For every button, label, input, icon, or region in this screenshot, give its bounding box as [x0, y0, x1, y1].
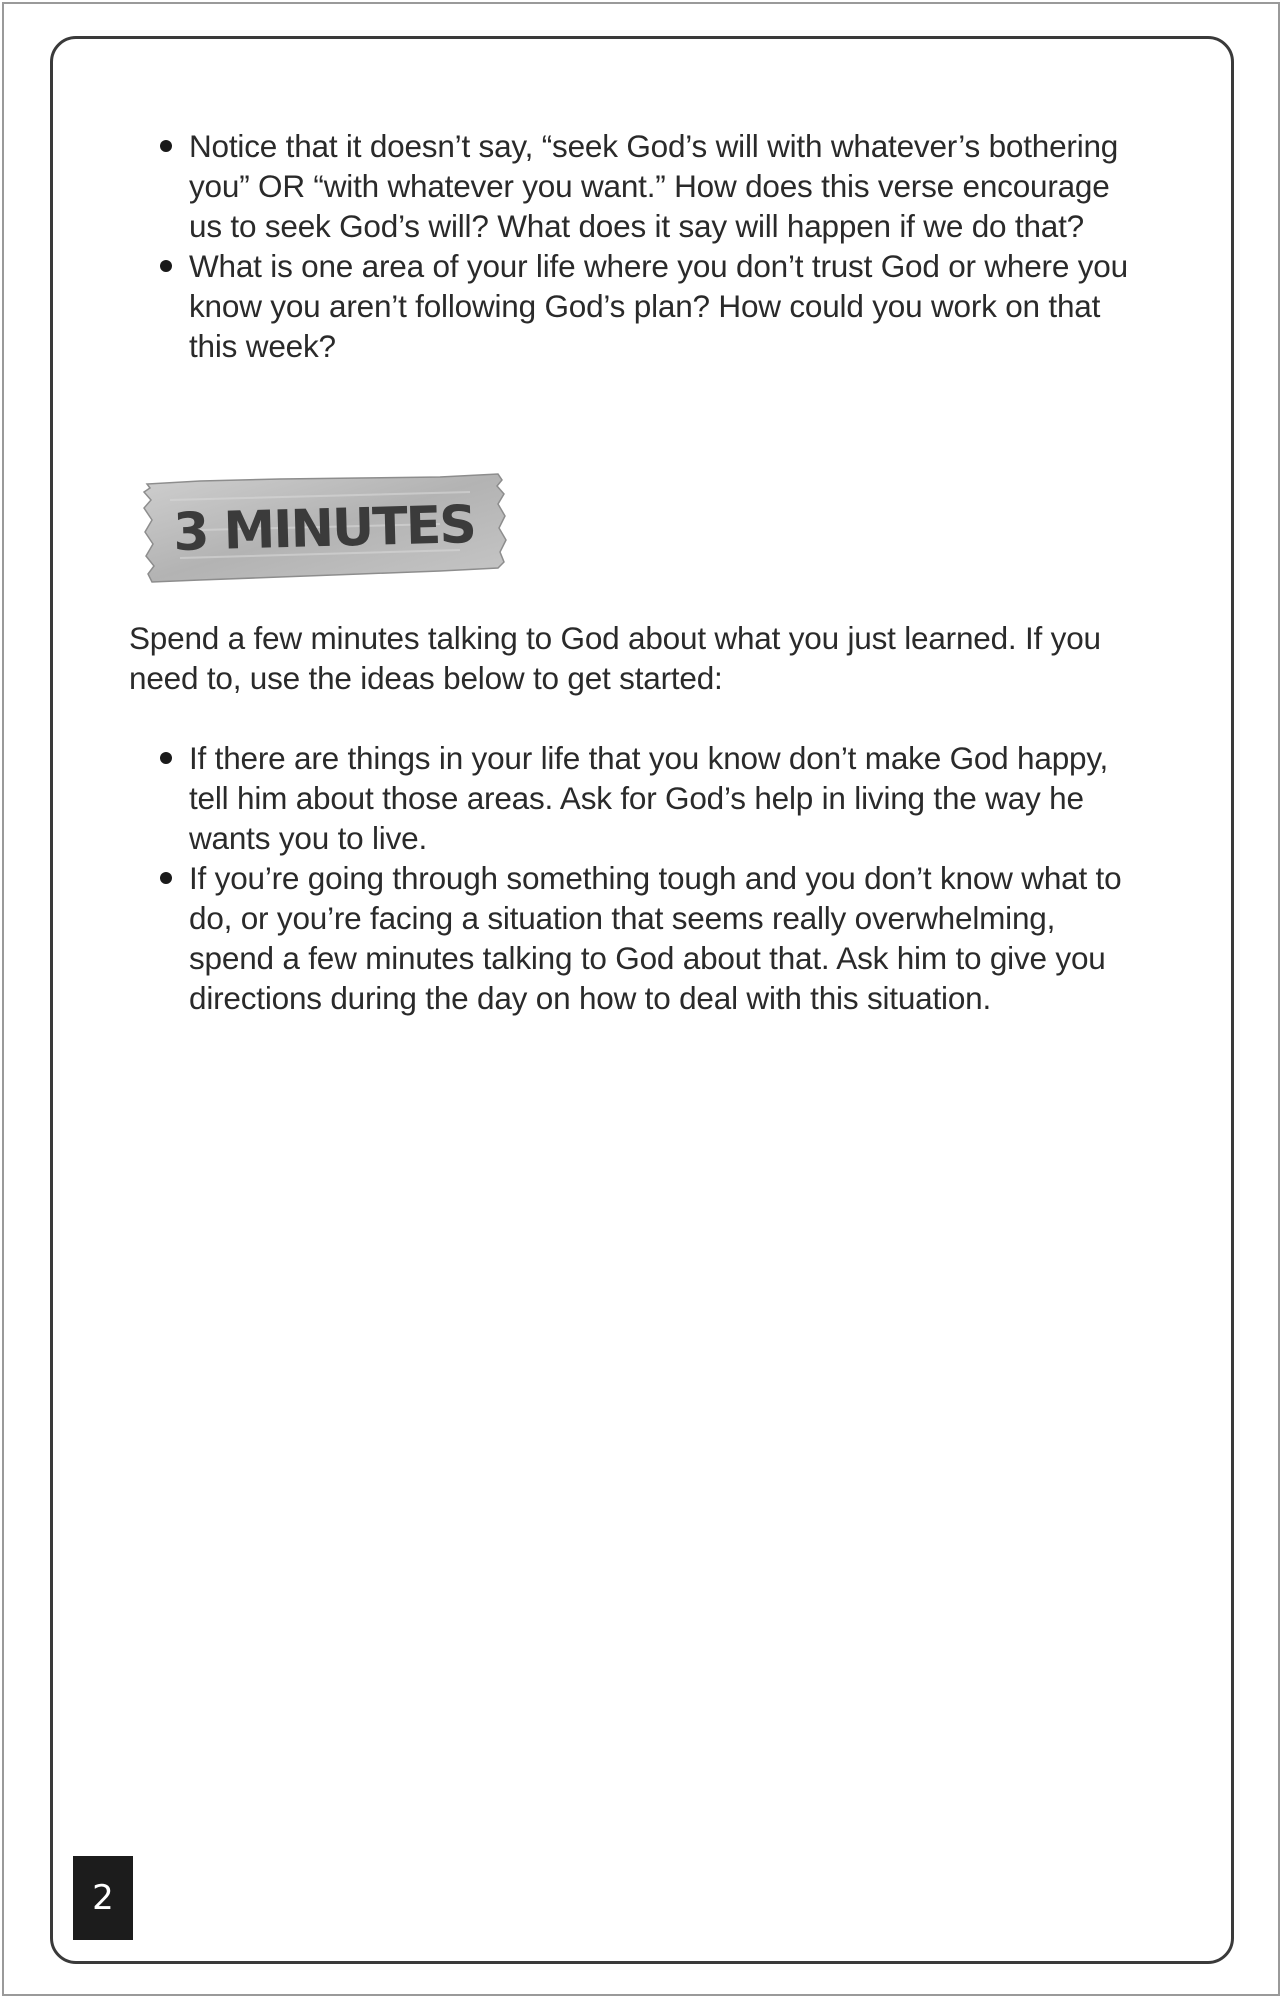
question-item: Notice that it doesn’t say, “seek God’s will with whatever’s bothering you” OR “with whatever you want.” How does this verse encourage us to seek God’s will? What does it say will happen if we do that? — [160, 126, 1140, 246]
question-item: What is one area of your life where you don’t trust God or where you know you aren’t following God’s plan? How could you work on that this week? — [160, 246, 1140, 366]
prayer-idea-item: If there are things in your life that you know don’t make God happy, tell him about those areas. Ask for God’s help in living the way he wants you to live. — [160, 738, 1140, 858]
section-heading-tape — [140, 470, 508, 588]
prayer-ideas — [160, 738, 1140, 1018]
discussion-questions — [160, 126, 1140, 366]
page-number: 2 — [73, 1856, 133, 1940]
section-intro: Spend a few minutes talking to God about what you just learned. If you need to, use the ideas below to get started: — [129, 620, 1101, 696]
section-heading: 3 MINUTES — [172, 495, 476, 563]
prayer-idea-item: If you’re going through something tough and you don’t know what to do, or you’re facing a situation that seems really overwhelming, spend a few minutes talking to God about that. Ask him to give you directions during the day on how to deal with this situation. — [160, 858, 1140, 1018]
